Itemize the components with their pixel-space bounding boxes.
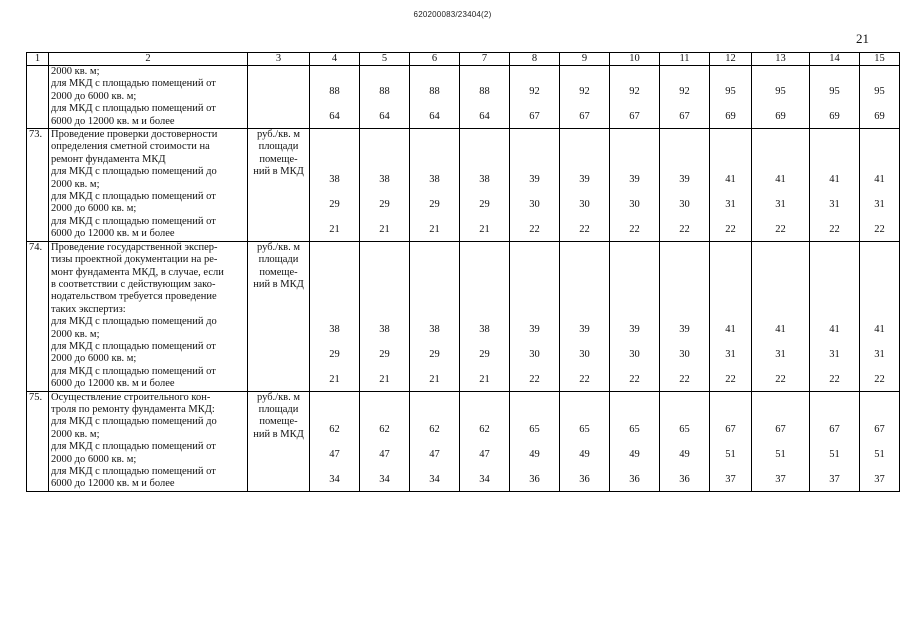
value-cell-col-14 <box>810 66 860 129</box>
column-header-14: 14 <box>810 53 860 66</box>
row-unit <box>248 66 310 129</box>
value-cell-col-8 <box>510 129 560 242</box>
value-cell-col-4 <box>310 66 360 129</box>
description-line: 2000 кв. м; <box>51 66 100 77</box>
value: 30 <box>529 348 540 360</box>
description-line: нодательством требуется проведение <box>51 291 217 303</box>
value: 38 <box>329 174 340 186</box>
value: 69 <box>829 111 840 123</box>
value-cell-col-9 <box>560 391 610 491</box>
value: 39 <box>579 174 590 186</box>
value: 21 <box>329 373 340 385</box>
row-description <box>49 66 248 129</box>
value: 34 <box>379 473 390 485</box>
description-line: 2000 кв. м; <box>51 328 100 340</box>
column-header-4: 4 <box>310 53 360 66</box>
unit-line: руб./кв. м <box>256 241 301 253</box>
value: 34 <box>429 473 440 485</box>
value: 22 <box>679 223 690 235</box>
column-header-10: 10 <box>610 53 660 66</box>
description-line: Осуществление строительного кон- <box>51 391 211 403</box>
value: 41 <box>775 324 786 336</box>
value: 51 <box>874 449 885 461</box>
value: 30 <box>629 199 640 211</box>
value: 39 <box>579 324 590 336</box>
value: 92 <box>529 86 540 98</box>
column-header-1: 1 <box>27 53 49 66</box>
value: 67 <box>829 424 840 436</box>
description-line: для МКД с площадью помещений до <box>51 166 217 178</box>
value: 64 <box>329 111 340 123</box>
value-cell-col-14 <box>810 241 860 391</box>
value: 22 <box>579 373 590 385</box>
value: 30 <box>579 199 590 211</box>
value: 67 <box>775 424 786 436</box>
value-cell-col-14 <box>810 129 860 242</box>
column-header-8: 8 <box>510 53 560 66</box>
value-cell-col-15 <box>860 66 900 129</box>
value-cell-col-10 <box>610 241 660 391</box>
value-cell-col-13 <box>752 129 810 242</box>
value: 38 <box>379 174 390 186</box>
description-line: 2000 до 6000 кв. м; <box>51 203 137 215</box>
value: 49 <box>679 449 690 461</box>
value: 22 <box>529 373 540 385</box>
value: 22 <box>725 373 736 385</box>
row-description <box>49 129 248 242</box>
value: 65 <box>529 424 540 436</box>
value: 92 <box>679 86 690 98</box>
value: 31 <box>874 199 885 211</box>
value: 30 <box>579 348 590 360</box>
row-number: 75. <box>27 391 49 491</box>
description-line: 6000 до 12000 кв. м и более <box>51 478 175 490</box>
value: 29 <box>479 348 490 360</box>
value: 36 <box>579 473 590 485</box>
column-header-9: 9 <box>560 53 610 66</box>
column-header-12: 12 <box>710 53 752 66</box>
value: 65 <box>629 424 640 436</box>
value: 65 <box>679 424 690 436</box>
row-unit <box>248 391 310 491</box>
value: 67 <box>629 111 640 123</box>
value: 22 <box>874 223 885 235</box>
value-cell-col-6 <box>410 391 460 491</box>
column-header-11: 11 <box>660 53 710 66</box>
value-cell-col-13 <box>752 241 810 391</box>
value: 95 <box>775 86 786 98</box>
unit-line: площади <box>258 254 299 266</box>
description-line: для МКД с площадью помещений от <box>51 365 216 377</box>
value: 41 <box>725 324 736 336</box>
value: 47 <box>329 449 340 461</box>
value: 47 <box>429 449 440 461</box>
value: 21 <box>479 223 490 235</box>
value-cell-col-11 <box>660 391 710 491</box>
value-cell-col-11 <box>660 241 710 391</box>
value: 64 <box>479 111 490 123</box>
value-cell-col-7 <box>460 391 510 491</box>
value-cell-col-10 <box>610 66 660 129</box>
unit-line: помеще- <box>259 266 298 278</box>
value-cell-col-14 <box>810 391 860 491</box>
value: 36 <box>679 473 690 485</box>
value-cell-col-8 <box>510 66 560 129</box>
value-cell-col-5 <box>360 66 410 129</box>
value: 21 <box>329 223 340 235</box>
unit-line: ний в МКД <box>253 278 304 290</box>
unit-line: ний в МКД <box>253 166 304 178</box>
value-cell-col-7 <box>460 129 510 242</box>
table-row <box>27 241 900 391</box>
row-description <box>49 241 248 391</box>
value: 95 <box>829 86 840 98</box>
value: 31 <box>725 199 736 211</box>
value: 21 <box>379 373 390 385</box>
value: 39 <box>629 324 640 336</box>
row-number: 74. <box>27 241 49 391</box>
value: 34 <box>329 473 340 485</box>
description-line: для МКД с площадью помещений от <box>51 78 216 90</box>
value: 39 <box>679 324 690 336</box>
value: 22 <box>775 373 786 385</box>
description-line: для МКД с площадью помещений до <box>51 416 217 428</box>
value-cell-col-8 <box>510 241 560 391</box>
description-line: для МКД с площадью помещений до <box>51 316 217 328</box>
value: 21 <box>429 223 440 235</box>
value: 36 <box>529 473 540 485</box>
unit-line: руб./кв. м <box>256 129 301 141</box>
description-line: тизы проектной документации на ре- <box>51 254 218 266</box>
value: 39 <box>529 324 540 336</box>
value: 64 <box>379 111 390 123</box>
value: 31 <box>829 348 840 360</box>
description-line: 6000 до 12000 кв. м и более <box>51 378 175 390</box>
value: 67 <box>874 424 885 436</box>
document-id: 620200083/23404(2) <box>413 10 492 19</box>
value: 29 <box>479 199 490 211</box>
table-row <box>27 66 900 129</box>
value: 41 <box>725 174 736 186</box>
value: 22 <box>629 373 640 385</box>
value: 22 <box>579 223 590 235</box>
value: 39 <box>629 174 640 186</box>
value: 47 <box>479 449 490 461</box>
unit-line: помеще- <box>259 416 298 428</box>
table-row <box>27 391 900 491</box>
description-line: 6000 до 12000 кв. м и более <box>51 115 175 127</box>
value: 41 <box>829 174 840 186</box>
value-cell-col-9 <box>560 129 610 242</box>
value: 29 <box>429 348 440 360</box>
description-line: для МКД с площадью помещений от <box>51 340 216 352</box>
value: 38 <box>479 174 490 186</box>
value: 69 <box>775 111 786 123</box>
table-body <box>27 66 900 492</box>
value: 29 <box>329 199 340 211</box>
value-cell-col-10 <box>610 391 660 491</box>
value-cell-col-15 <box>860 241 900 391</box>
value: 22 <box>629 223 640 235</box>
value-cell-col-4 <box>310 391 360 491</box>
value: 29 <box>429 199 440 211</box>
value: 30 <box>679 348 690 360</box>
value-cell-col-4 <box>310 129 360 242</box>
value: 37 <box>725 473 736 485</box>
value: 22 <box>829 373 840 385</box>
value-cell-col-13 <box>752 66 810 129</box>
unit-line: площади <box>258 403 299 415</box>
value: 69 <box>874 111 885 123</box>
row-unit <box>248 241 310 391</box>
value: 37 <box>775 473 786 485</box>
value: 88 <box>379 86 390 98</box>
value-cell-col-10 <box>610 129 660 242</box>
value: 51 <box>775 449 786 461</box>
value: 88 <box>479 86 490 98</box>
value-cell-col-5 <box>360 129 410 242</box>
column-header-7: 7 <box>460 53 510 66</box>
value: 21 <box>379 223 390 235</box>
row-number: 73. <box>27 129 49 242</box>
value: 31 <box>725 348 736 360</box>
description-line: 2000 до 6000 кв. м; <box>51 353 137 365</box>
description-line: 6000 до 12000 кв. м и более <box>51 228 175 240</box>
value-cell-col-9 <box>560 241 610 391</box>
description-line: 2000 кв. м; <box>51 178 100 190</box>
value: 31 <box>874 348 885 360</box>
value: 30 <box>679 199 690 211</box>
column-header-5: 5 <box>360 53 410 66</box>
description-line: для МКД с площадью помещений от <box>51 466 216 477</box>
column-header-2: 2 <box>49 53 248 66</box>
value: 34 <box>479 473 490 485</box>
page-number: 21 <box>856 31 869 46</box>
value: 31 <box>829 199 840 211</box>
description-line: для МКД с площадью помещений от <box>51 441 216 453</box>
value: 62 <box>329 424 340 436</box>
value: 62 <box>379 424 390 436</box>
value: 22 <box>829 223 840 235</box>
value: 38 <box>429 174 440 186</box>
value-cell-col-11 <box>660 129 710 242</box>
value-cell-col-13 <box>752 391 810 491</box>
value: 67 <box>579 111 590 123</box>
value: 38 <box>329 324 340 336</box>
description-line: 2000 до 6000 кв. м; <box>51 453 137 465</box>
value: 92 <box>629 86 640 98</box>
column-header-13: 13 <box>752 53 810 66</box>
column-header-6: 6 <box>410 53 460 66</box>
description-line: 2000 кв. м; <box>51 428 100 440</box>
value: 51 <box>829 449 840 461</box>
unit-line: ний в МКД <box>253 428 304 440</box>
value: 69 <box>725 111 736 123</box>
description-line: таких экспертиз: <box>51 303 126 315</box>
column-header-3: 3 <box>248 53 310 66</box>
table-row <box>27 129 900 242</box>
value: 30 <box>629 348 640 360</box>
value-cell-col-8 <box>510 391 560 491</box>
value: 38 <box>379 324 390 336</box>
value: 67 <box>529 111 540 123</box>
value: 29 <box>329 348 340 360</box>
value-cell-col-9 <box>560 66 610 129</box>
value: 22 <box>679 373 690 385</box>
value: 88 <box>329 86 340 98</box>
description-line: ремонт фундамента МКД <box>51 153 166 165</box>
value: 41 <box>874 174 885 186</box>
value: 92 <box>579 86 590 98</box>
value: 95 <box>725 86 736 98</box>
column-header-15: 15 <box>860 53 900 66</box>
value-cell-col-5 <box>360 241 410 391</box>
value: 22 <box>874 373 885 385</box>
value: 65 <box>579 424 590 436</box>
description-line: Проведение государственной экспер- <box>51 241 218 253</box>
unit-line: руб./кв. м <box>256 391 301 403</box>
value-cell-col-5 <box>360 391 410 491</box>
value: 67 <box>725 424 736 436</box>
value: 22 <box>775 223 786 235</box>
value: 31 <box>775 348 786 360</box>
value-cell-col-7 <box>460 66 510 129</box>
value-cell-col-6 <box>410 66 460 129</box>
description-line: монт фундамента МКД, в случае, если <box>51 266 224 278</box>
unit-line: площади <box>258 141 299 153</box>
description-line: Проведение проверки достоверности <box>51 129 218 141</box>
unit-line: помеще- <box>259 153 298 165</box>
value: 37 <box>874 473 885 485</box>
description-line: 2000 до 6000 кв. м; <box>51 90 137 102</box>
value: 39 <box>529 174 540 186</box>
value: 49 <box>629 449 640 461</box>
value-cell-col-12 <box>710 129 752 242</box>
value: 64 <box>429 111 440 123</box>
value: 38 <box>429 324 440 336</box>
value-cell-col-7 <box>460 241 510 391</box>
row-description <box>49 391 248 491</box>
description-line: для МКД с площадью помещений от <box>51 103 216 115</box>
value: 36 <box>629 473 640 485</box>
description-line: для МКД с площадью помещений от <box>51 191 216 203</box>
value: 62 <box>479 424 490 436</box>
value: 49 <box>579 449 590 461</box>
value: 29 <box>379 348 390 360</box>
header-row <box>27 53 900 66</box>
value-cell-col-11 <box>660 66 710 129</box>
value: 31 <box>775 199 786 211</box>
value-cell-col-15 <box>860 129 900 242</box>
value-cell-col-4 <box>310 241 360 391</box>
value-cell-col-12 <box>710 66 752 129</box>
value: 41 <box>829 324 840 336</box>
value: 47 <box>379 449 390 461</box>
value: 29 <box>379 199 390 211</box>
tariff-table <box>26 52 900 492</box>
value: 38 <box>479 324 490 336</box>
description-line: определения сметной стоимости на <box>51 141 210 153</box>
value: 30 <box>529 199 540 211</box>
value: 22 <box>529 223 540 235</box>
value-cell-col-12 <box>710 391 752 491</box>
value: 49 <box>529 449 540 461</box>
value-cell-col-15 <box>860 391 900 491</box>
description-line: троля по ремонту фундамента МКД: <box>51 403 215 415</box>
value: 21 <box>479 373 490 385</box>
description-line: в соответствии с действующим зако- <box>51 278 216 290</box>
row-unit <box>248 129 310 242</box>
value: 37 <box>829 473 840 485</box>
value: 62 <box>429 424 440 436</box>
value-cell-col-12 <box>710 241 752 391</box>
value: 95 <box>874 86 885 98</box>
value: 41 <box>874 324 885 336</box>
value: 51 <box>725 449 736 461</box>
value: 21 <box>429 373 440 385</box>
value-cell-col-6 <box>410 241 460 391</box>
description-line: для МКД с площадью помещений от <box>51 215 216 227</box>
value: 67 <box>679 111 690 123</box>
value: 22 <box>725 223 736 235</box>
row-number <box>27 66 49 129</box>
value: 88 <box>429 86 440 98</box>
value-cell-col-6 <box>410 129 460 242</box>
value: 39 <box>679 174 690 186</box>
value: 41 <box>775 174 786 186</box>
